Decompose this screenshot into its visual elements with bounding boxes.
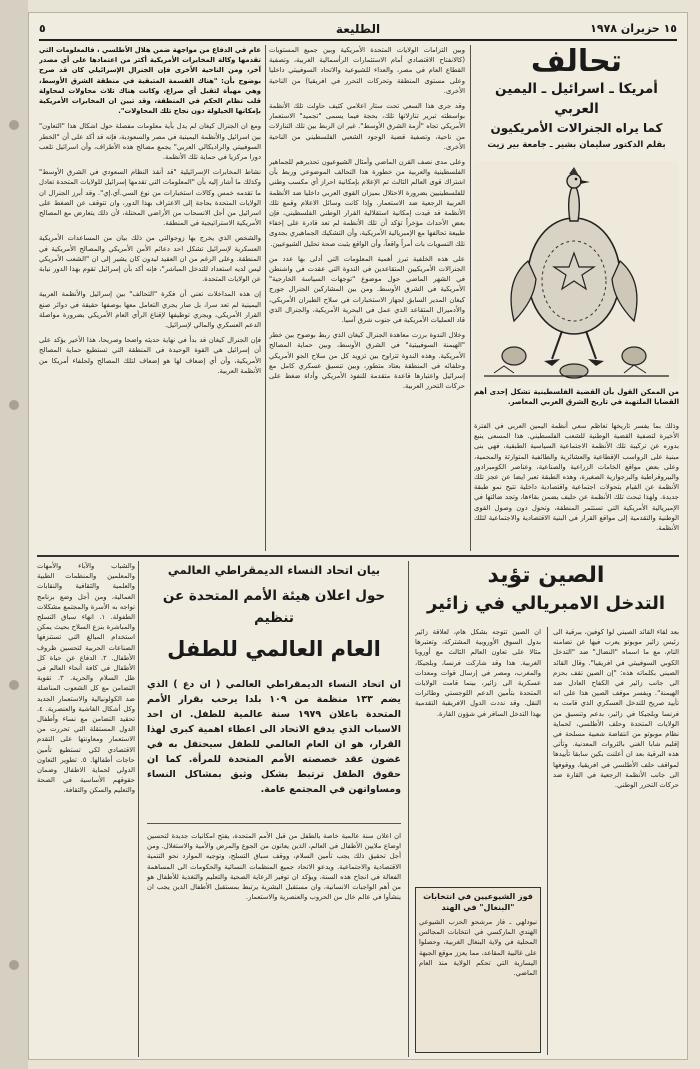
box-title: فوز الشيوعيين في انتخابات "البنغال" في الهند — [423, 892, 533, 912]
divider — [147, 823, 401, 824]
china-zaire-article — [413, 561, 679, 1057]
binding-hole — [9, 960, 19, 970]
paragraph: عام في الدفاع من مواجهة ضمن هلال الأطلسي ، فالمعلومات التي تقدمها وكالة المخابرات الأمريكية أكثر من اعتمادها على أي مصدر آخر، ومن الناحية الأخرى فإن الجنرال الإسرائيلي كان قد صرح بوضوح بأن: "هناك القسمة المتبقية في منطقة الشرق الأوسط، وهي مهيأة لتقبل أي صراع، وكانت هناك ثلاث محاولات لمحاولة قلب نظام الحكم في المنطقة، وقد تبين ان المخابرات الأمريكية بإمكانها الحيلولة دون نجاح تلك المحاولات". — [39, 46, 261, 116]
paragraph: ومع ان الجنرال كيغان لم يدل بأية معلومات مفصلة حول اشكال هذا "التعاون" بين اسرائيل والأنظمة اليمينية في مصر والسعودية، فإنه قد أكد على أن "الخطر السوفييتي والراديكالي العربي" يجمع مصالح هذه الأطراف، وأن اسرائيل تلعب دورا مركزيا في حماية تلك الأنظمة. — [39, 122, 261, 162]
paragraph: وعلى مدى نصف القرن الماضي وأمثال الشيوعيون تحذيرهم للجماهير الفلسطينية والعربية من خطورة هذا التحالف الموضوعي وربط بأن اشتراك قوى العالم الثالث ثم الإعلام بإمكانية احراز أي مكسب وطني للفلسطينيين بضرورة الاحتلال بميزان القوى العربي داخليا ضد الأنظمة العربية الرجعية ضد الاستعمار. وإذا كانت وسائل الاعلام وقمع تلك الأنظمة قد قيدت إمكانية استقلالية القرار الوطني الفلسطيني، فإن بعض الأحداث مؤخراً تؤكد أن تلك الأنظمة لم تعد قادرة على إخفاء طبيعة تحالفها مع الإمبريالية الأمريكية، وأن التشكيك الجماهيري بجدوى تلك التسويات بات أمراً واقعاً، وأن الواقع يثبت صحة تحليل الشيوعيين. — [269, 158, 465, 248]
column-divider — [470, 45, 471, 551]
feature-kicker: تحالف — [530, 44, 623, 79]
feature-headline-block — [474, 45, 679, 152]
women-headline-line1: حول اعلان هيئة الأمم المتحدة عن تنظيم — [162, 588, 386, 626]
page-binding — [0, 0, 28, 1069]
program-points-column: والشباب والآباء والأمهات والمعلمين والمنظمات الطبية والعلمية والثقافية والنقابات العمالية، ومن أجل وضع برنامج تواجه به الأسرة والمجتمع مشكلات الطفولة. ١. انهاء سباق التسلح والمباشرة بنزع السلاح بحيث يمكن استخدام المبالغ التي تستنزفها الصناعات الحربية لتحسين ظروف الأطفال. ٢. الدفاع عن حياة كل الأطفال في كافة أنحاء العالم في ظل السلام والحرية. ٣. تقوية التضامن مع كل الشعوب المناضلة ضد الكولونيالية والاستعمار الجديد وكل أشكال الفاشية والعنصرية. ٤. تحقيد التضامن مع نساء وأطفال الدول المستقلة التي تحررت من الاستعمار ومعاونتها على التقدم الاقتصادي لكي تستطيع تأمين حاجات أطفالها. ٥. تطوير التعاون الدولي لحماية الاطفال وضمان حقوقهم الأساسية في الصحة والتعليم والسكن والثقافة. — [37, 562, 135, 795]
paragraph: والشخص الذي يخرج بها زوجوالتي من ذلك بيان من المساعدات الأمريكية العسكرية لإسرائيل تشكل احد دعائم الأمن الأمريكي والمصالح الأمريكية في المنطقة. وعلى الرغم من ان العقيد ليدون كان يشير إلى ان "الشعب الأمريكي ليس لديه استعداد للتدخل المباشر"، فإنه أكد بأن إسرائيل تقوم بهذا الدور نيابة عن الولايات المتحدة. — [39, 234, 261, 284]
political-cartoon-image — [474, 161, 679, 383]
binding-hole — [9, 120, 19, 130]
binding-hole — [9, 680, 19, 690]
binding-hole — [9, 400, 19, 410]
column-divider — [265, 45, 266, 551]
issue-date: ١٥ حزيران ١٩٧٨ — [590, 22, 677, 35]
feature-body-text: وذلك بما يفسر تاريخها تعاظم سعي أنظمة اليمين العربي في الفترة الأخيرة لتصفية القضية الوطنية للشعب الفلسطيني. هذا المسعى ينبع بدوره عن تركيبة تلك الأنظمة الاجتماعية السياسية الطبقية، فهي بنى مبنية على الرواسب الإقطاعية والعشائرية والطائفية المتوارثة والمحمية، وعلى بعض مواقع الخامات الزراعية والصناعية، وعناصر الكومبرادور والبيروقراطية والبرجوازية الصغيرة، وهذه الطبقة تعبر ايضا عن عجز تلك الأنظمة عن القيام بتحولات اجتماعية واقتصادية داخلية تتيح نمو طبقة جديدة. ولهذا تبحث تلك الأنظمة عن حليف يضمن بقاءها، وتجد ضالتها في الإمبريالية الأمريكية التي تستثمر المنطقة، وتحول دون وصول القوى الوطنية والتقدمية إلى مواقع القرار في البنية الاقتصادية والاجتماعية لتلك الأنظمة. — [474, 422, 679, 533]
cartoon-caption: من الممكن القول بأن القضية الفلسطينية تشكل إحدى أهم القضايا الملتهبة في تاريخ الشرق العربي المعاصر. — [474, 388, 679, 406]
paragraph: وخلال الندوة برزت معاهدة الجنرال كيغان الذي ربط بوضوح بين خطر "الهيمنة السوفييتية" في الشرق الأوسط، وبين حماية المصالح الأمريكية. وهذه الندوة تتراوح بين تزويد كل من سلاح الجو الأمريكي وحلفائه في المنطقة بعتاد متطور، وبين تنسيق عسكري كامل مع إسرائيل واعتبارها قاعدة متقدمة للنفوذ الأمريكي وأداة ضغط على حركات التحرر العربية. — [269, 331, 465, 391]
china-column-right: بعد لقاء القائد الصيني لوا كوفين، ببرقية الى رئيس زائير موبوتو يعرب فيها عن تضامنه التام، مع ما اسماه "النضال" ضد "التدخل الكوبي السوفييتي في افريقيا". وقال القائد الصيني بكلماته هذه: "إن الصين تقف بحزم الى جانب زائير في الكفاح العادل ضد الهيمنة". ويفسر موقف الصين هذا على انه تأييد صريح للتدخل العسكري الذي قامت به فرنسا وبلجيكا في زائير، بدعم وتنسيق من الولايات المتحدة وحلف الأطلسي، لحماية نظام موبوتو من انتفاضة شعبية مسلحة في إقليم شابا الغني بالثروات المعدنية. وتأتي هذه البرقية بعد ان أعلنت بكين سابقا تأييدها لمواقف حلف الأطلسي في افريقيا، ووقوفها الى جانب الأنظمة الرجعية في القارة ضد حركات التحرر الوطني. — [553, 628, 679, 790]
column-divider — [547, 627, 548, 1055]
women-headline-line2: العام العالمي للطفل — [167, 637, 381, 661]
women-body-text: ان اعلان سنة عالمية خاصة بالطفل من قبل الأمم المتحدة، يفتح امكانيات جديدة لتحسين اوضاع ملايين الأطفال في العالم، الذين يعانون من الجوع والمرض والأمية والاستغلال. ومن أجل تحقيق ذلك يجب تأمين السلام، ووقف سباق التسلح، وتوجيه الموارد نحو التنمية الاقتصادية والاجتماعية. ويدعو الاتحاد جميع المنظمات النسائية والحكومات الى المساهمة الفعالة في انجاح هذه السنة، ويؤكد ان توفير الرعاية الصحية والتعليم والتغذية للأطفال هو من أهم الواجبات الانسانية، وان مستقبل البشرية يرتبط بمستقبل الأطفال الذين يجب ان ينشأوا في عالم خال من الحروب والعنصرية والاستعمار. — [147, 832, 401, 902]
column-divider — [408, 561, 409, 1057]
women-federation-article — [143, 561, 405, 1057]
paragraph: فإن الجنرال كيغان قد بدأ في نهاية حديثه واضحا وصريحا، هذا الأخير يؤكد على أن إسرائيل هي القوة الوحيدة في المنطقة التي تستطيع حماية المصالح الأمريكية، وأن أي إضعاف لها هو إضعاف لتلك المصالح ولحلفاء أمريكا من الأنظمة العربية. — [39, 336, 261, 375]
newspaper-page — [28, 12, 688, 1060]
paragraph: وقد جرى هذا السعي تحت ستار اعلامي كثيف حاولت تلك الأنظمة بواسطته تبرير تنازلاتها تلك، بحجة فيما يسمى "تجميد" الاستعمار الأمريكي تجاه "أزمة الشرق الأوسط". غير ان الربط بين تلك التنازلات من ناحية، وتصفية قضية الوجود الشعبي الفلسطيني من الناحية الأخرى. — [269, 102, 465, 151]
page-number: ٥ — [39, 22, 46, 35]
china-column-left: ان الصين تتوجه بشكل هام، لعلاقة زائير بدول السوق الأوروبية المشتركة، وتعتبرها مثالا على تعاون العالم الثالث مع أوروبا الغربية. هذا وقد شاركت فرنسا، وبلجيكا، والمغرب، ومصر في إرسال قوات ومعدات عسكرية الى زائير، بينما قامت الولايات المتحدة بتأمين الدعم اللوجستي وطائرات النقل. وقد نددت الدول الافريقية التقدمية بهذا التدخل السافر في شؤون القارة. — [415, 628, 541, 718]
feature-title-line2: كما يراه الجنرالات الأمريكيون — [490, 121, 663, 135]
china-headline-main: الصين تؤيد — [487, 563, 605, 588]
paragraph: إن هذه المداخلات تعني أن فكرة "التحالف" بين إسرائيل والأنظمة العربية اليمينية لم تعد سرا، بل صار يجري التعامل معها بوصفها حقيقة في دوائر صنع القرار الأمريكي، ويجري توظيفها لإقناع الرأي العام الأمريكي بضرورة مواصلة الدعم العسكري والمالي لإسرائيل. — [39, 290, 261, 330]
women-kicker: بيان اتحاد النساء الديمقراطي العالمي — [167, 563, 381, 577]
box-body: نيودلهي ـ فاز مرشحو الحزب الشيوعي الهندي الماركسي في انتخابات المجالس المحلية في ولاية البنغال الغربية، وحصلوا على غالبية المقاعد، مما يعزز موقع الجبهة اليسارية التي تحكم الولاية منذ العام الماضي. — [419, 918, 537, 978]
article-column-left — [39, 45, 261, 550]
china-headline-sub: التدخل الامبريالي في زائير — [426, 593, 666, 614]
article-column-middle — [269, 45, 465, 550]
paragraph: وبين التزامات الولايات المتحدة الأمريكية وبين جميع المستويات (كالانفتاح الاقتصادي أمام الاستثمارات الرأسمالية الغربية، وتصفية القطاع العام في مصر، والعداء للشيوعية والاتحاد السوفييتي داخليا وعلى مستوى المنطقة وتحركات التحرر في افريقيا) من الناحية الأخرى. — [269, 46, 465, 95]
women-lead-text: ان اتحاد النساء الديمقراطي العالمي ( ان دع ) الذي يضم ١٣٣ منظمة من ١٠٩ بلدا يرحب بقرار الأمم المتحدة باعلان ١٩٧٩ سنة عالمية للطفل. ان احد الاسباب الذي يدفع الاتحاد الى اعطاء اهمية كبرى لهذا القرار، هو ان العام العالمي للطفل سيحتفل به في غضون عقد خصصته الأمم المتحدة للمرأة. كما ان حقوق الطفل ترتبط بشكل وثيق بمشاكل النساء ومساواتهن في المجتمع عامة. — [147, 679, 401, 795]
sidebar-news-box — [415, 887, 541, 1053]
page-header — [39, 19, 677, 41]
section-divider — [37, 555, 679, 557]
paragraph: نشاط المخابرات الإسرائيلية "قد أنقذ النظام السعودي في الشرق الأوسط" وكذلك ما أشار إليه بأن "المعلومات التي تقدمها إسرائيل للولايات المتحدة تعادل ما تقدمه خمس وكالات استخبارات من نوع السي.آي.إي". وقد أبرز الجنرال ان الولايات المتحدة بحاجة إلى الاعتراف بهذا الدور، وان تتوقف عن الضغط على اسرائيل من أجل الانسحاب من الأراضي المحتلة، لأن ذلك يتعارض مع المصالح الأمريكية الاستراتيجية في المنطقة. — [39, 168, 261, 228]
feature-title-line1: أمريكا ـ اسرائيل ـ اليمين العربي — [495, 81, 658, 117]
section-name: الطليعة — [335, 22, 381, 36]
paragraph: على هذه الخلفية تبرز أهمية المعلومات التي أدلى بها عدد من الجنرالات الأمريكيين المتقاعدين في الندوة التي عقدت في واشنطن في الشهر الماضي حول موضوع "توجهات السياسة الخارجية" الأمريكية في الشرق الأوسط. ومن بين المشاركين الجنرال جورج كيغان المدير السابق لجهاز الاستخبارات في سلاح الطيران الأمريكي، والأدميرال المتقاعد الذي عمل في البحرية الأمريكية، والجنرال الذي قاد العمليات الأمريكية في جنوب شرق آسيا. — [269, 254, 465, 325]
column-divider — [138, 561, 139, 1057]
feature-byline: بقلم الدكتور سليمان بشير ـ جامعة بير زيت — [487, 140, 666, 150]
